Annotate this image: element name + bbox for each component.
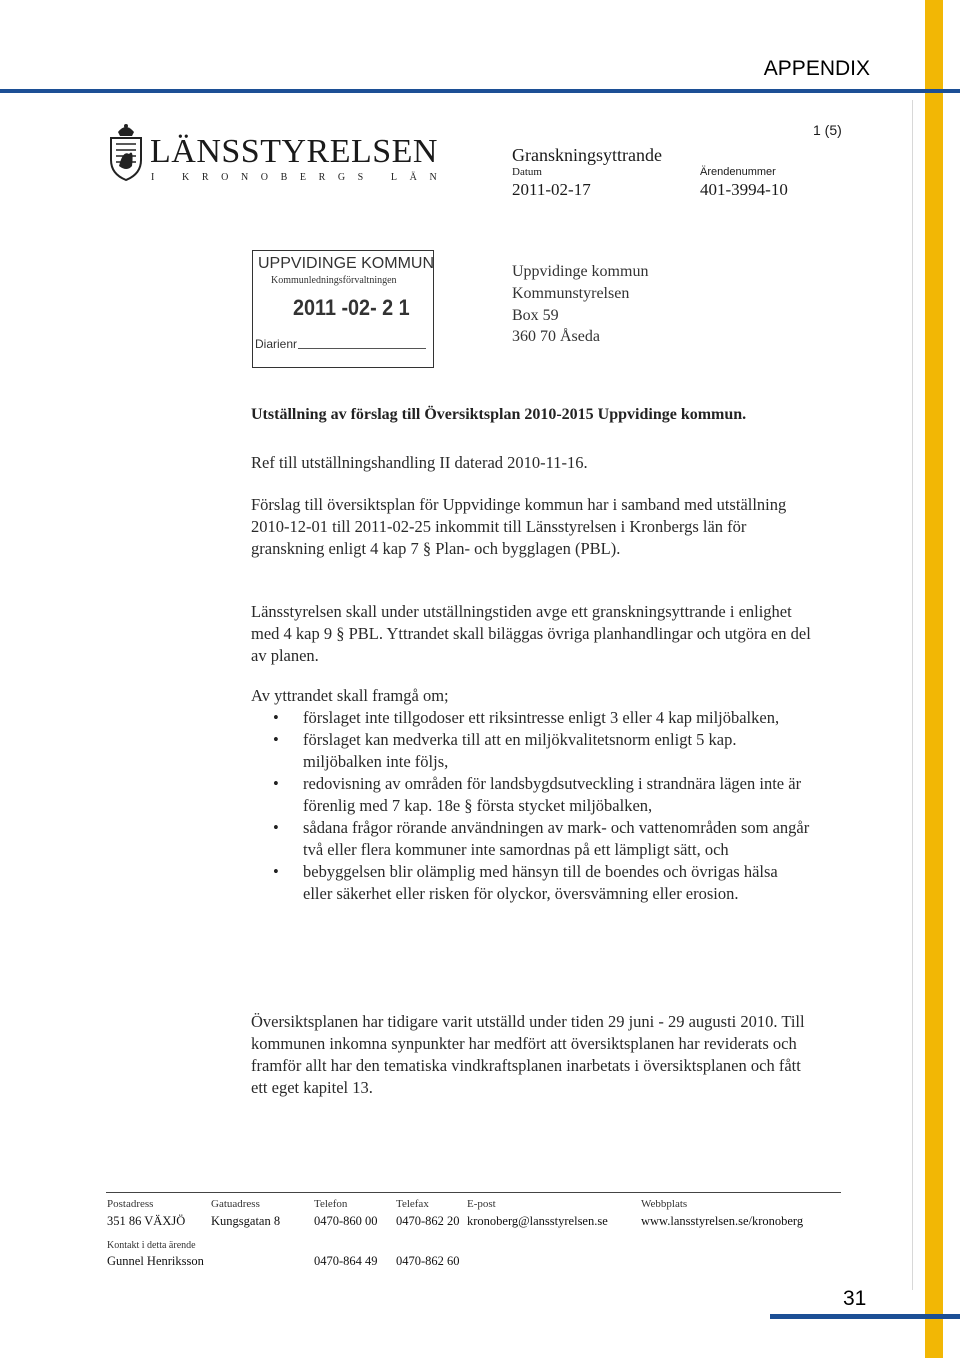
- document-type: Granskningsyttrande: [512, 145, 662, 165]
- phone-value: 0470-860 00: [314, 1214, 378, 1228]
- stamp-line: [298, 348, 426, 349]
- fax-value: 0470-862 20: [396, 1214, 460, 1228]
- list-item: • redovisning av områden för landsbygdsutveckling i strandnära lägen inte är förenlig med 7 kap. 18e § första stycket miljöbalken,: [251, 773, 811, 817]
- email-value: kronoberg@lansstyrelsen.se: [467, 1214, 608, 1228]
- stamp-title: UPPVIDINGE KOMMUN: [258, 255, 435, 272]
- yellow-side-bar: [925, 0, 943, 1358]
- paragraph: Av yttrandet skall framgå om;: [251, 686, 449, 705]
- list-item: • bebyggelsen blir olämplig med hänsyn till de boendes och övrigas hälsa eller säkerhet eller risken för olyckor, översvämning eller erosion.: [251, 861, 811, 905]
- reference-value: 401-3994-10: [700, 180, 788, 199]
- recipient-line: Box 59: [512, 307, 559, 324]
- street-value: Kungsgatan 8: [211, 1214, 281, 1228]
- recipient-line: 360 70 Åseda: [512, 328, 600, 345]
- appendix-label: APPENDIX: [763, 57, 870, 80]
- org-name: LÄNSSTYRELSEN: [150, 133, 438, 170]
- stamp-date: 2011 -02- 2 1: [293, 295, 410, 320]
- reference-label: Ärendenummer: [700, 166, 776, 178]
- list-item: • sådana frågor rörande användningen av mark- och vattenområden som angår två eller flera kommuner inte samordnas på ett lämpligt sätt, och: [251, 817, 811, 861]
- criteria-list: [251, 707, 811, 905]
- date-value: 2011-02-17: [512, 180, 591, 199]
- subject-reference: Ref till utställningshandling II daterad 2010-11-16.: [251, 453, 588, 472]
- subject-title: Utställning av förslag till Översiktsplan 2010-2015 Uppvidinge kommun.: [251, 406, 747, 423]
- recipient-line: Uppvidinge kommun: [512, 263, 649, 280]
- closing-paragraph: Översiktsplanen har tidigare varit utställd under tiden 29 juni - 29 augusti 2010. Till kommunen inkomna synpunkter har medfört att översiktsplanen har reviderats och framför allt har den tematiska vindkraftsplanen inarbetats i översiktsplanen och fått ett eget kapitel 13.: [251, 1012, 805, 1097]
- street-label: Gatuadress: [211, 1198, 260, 1210]
- phone-label: Telefon: [314, 1198, 348, 1210]
- date-label: Datum: [512, 166, 542, 178]
- recipient-line: Kommunstyrelsen: [512, 285, 630, 302]
- contact-name: Gunnel Henriksson: [107, 1254, 204, 1268]
- received-stamp: [252, 250, 434, 368]
- web-label: Webbplats: [641, 1198, 688, 1210]
- stamp-subtitle: Kommunledningsförvaltningen: [271, 275, 397, 286]
- contact-label: Kontakt i detta ärende: [107, 1240, 196, 1251]
- bottom-rule: [770, 1314, 960, 1319]
- postal-value: 351 86 VÄXJÖ: [107, 1214, 186, 1228]
- email-label: E-post: [467, 1198, 496, 1210]
- web-value: www.lansstyrelsen.se/kronoberg: [641, 1214, 804, 1228]
- contact-fax: 0470-862 60: [396, 1254, 460, 1268]
- contact-phone: 0470-864 49: [314, 1254, 378, 1268]
- paragraph: Länsstyrelsen skall under utställningstiden avge ett granskningsyttrande i enlighet med 4 kap 9 § PBL. Yttrandet skall biläggas övriga planhandlingar och utgöra en del av planen.: [251, 602, 811, 665]
- coat-of-arms-icon: [107, 120, 145, 182]
- top-rule: [0, 89, 960, 93]
- page-count: 1 (5): [813, 122, 842, 138]
- scan-edge-line: [912, 100, 913, 1290]
- footer-rule: [106, 1192, 841, 1193]
- stamp-diarienr: Diarienr: [255, 337, 298, 351]
- paragraph: Förslag till översiktsplan för Uppvidinge kommun har i samband med utställning 2010-12-01 till 2011-02-25 inkommit till Länsstyrelsen i Kronbergs län för granskning enligt 4 kap 7 § Plan- och bygglagen (PBL).: [251, 495, 787, 558]
- org-subtitle: I KRONOBERGS LÄN: [151, 172, 450, 183]
- fax-label: Telefax: [396, 1198, 429, 1210]
- list-item: • förslaget inte tillgodoser ett riksintresse enligt 3 eller 4 kap miljöbalken,: [251, 707, 811, 729]
- list-item: • förslaget kan medverka till att en miljökvalitetsnorm enligt 5 kap. miljöbalken inte följs,: [251, 729, 811, 773]
- page-number: 31: [843, 1287, 867, 1310]
- postal-label: Postadress: [107, 1198, 154, 1210]
